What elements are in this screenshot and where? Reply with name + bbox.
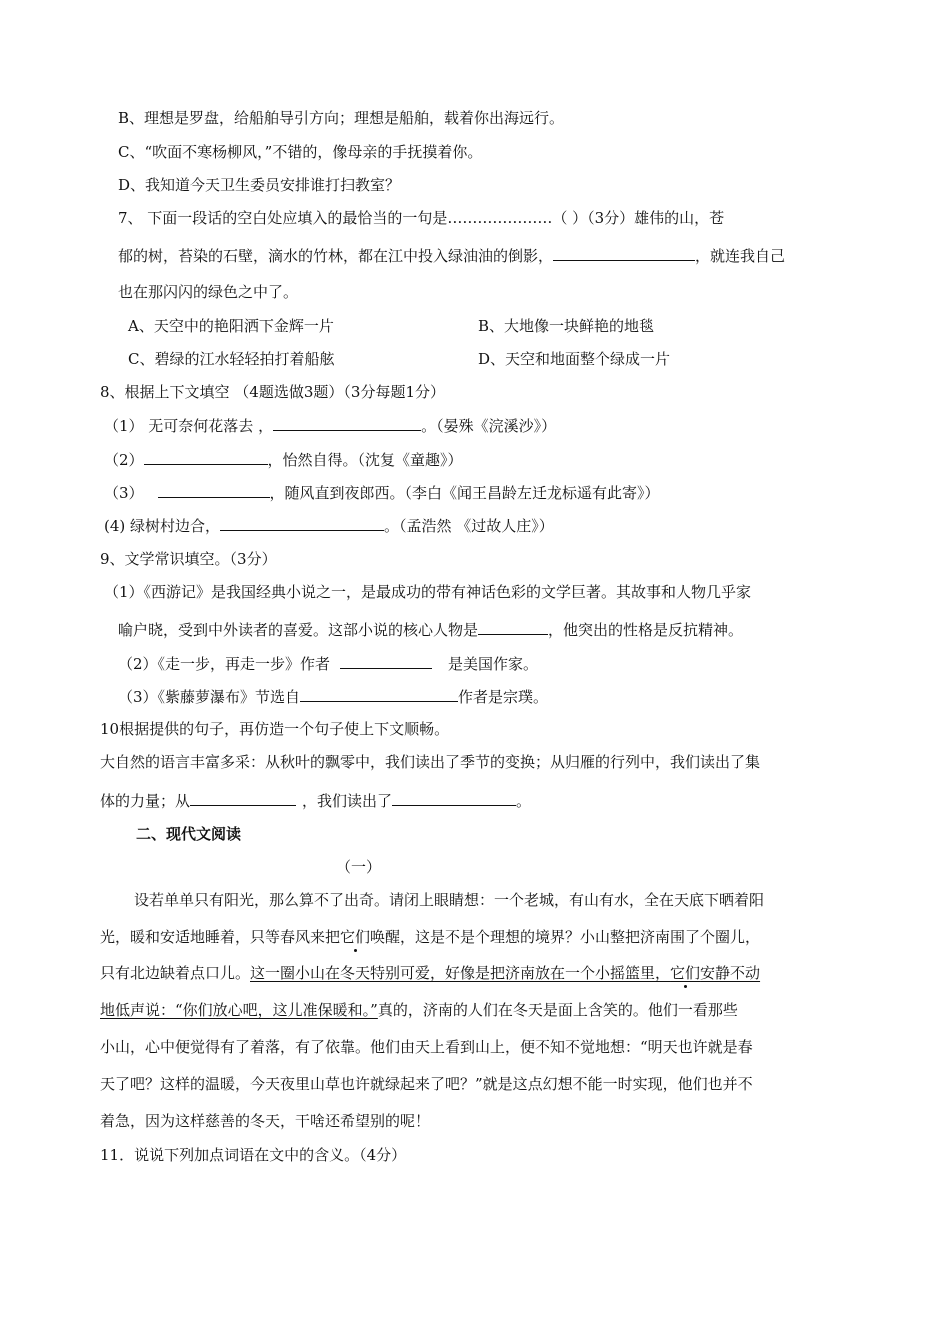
q9-item-1-text: 喻户晓，受到中外读者的喜爱。这部小说的核心人物是: [118, 621, 479, 639]
q8-item-3: [104, 482, 660, 503]
q8-item-2-text: ，怡然自得。（沈复《童趣》）: [267, 451, 463, 469]
q10-line1: 大自然的语言丰富多采：从秋叶的飘零中，我们读出了季节的变换；从归雁的行列中，我们读出了集: [100, 753, 761, 771]
q7-answer-blank[interactable]: [553, 245, 695, 261]
passage-line-3: [100, 963, 760, 983]
q10-text-middle: ，我们读出了: [302, 792, 393, 810]
q9-item-1-blank[interactable]: [478, 619, 548, 635]
passage-number: （一）: [336, 858, 382, 876]
q9-item-1-line2: [118, 619, 743, 640]
q8-item-3-number: （3）: [104, 484, 144, 502]
q8-item-1-source: 。（晏殊《浣溪沙》）: [421, 417, 557, 435]
passage-line-6: 天了吧？这样的温暖，今天夜里山草也许就绿起来了吧？”就是这点幻想不能一时实现，他们也并不: [100, 1075, 753, 1093]
passage-text: 只有北边缺着点口儿。: [100, 964, 251, 982]
q9-item-1-text-end: ，他突出的性格是反抗精神。: [548, 621, 744, 639]
q9-title: 9、文学常识填空。（3分）: [100, 550, 277, 568]
q9-item-3: [118, 686, 548, 707]
passage-line-2: [100, 927, 760, 947]
q8-item-1-text: （1） 无可奈何花落去 ，: [104, 417, 274, 435]
q8-item-3-text: ，随风直到夜郎西。（李白《闻王昌龄左迁龙标遥有此寄》）: [269, 484, 660, 502]
q8-item-4: [104, 515, 554, 536]
q9-item-2-text-end: 是美国作家。: [448, 655, 539, 673]
q8-item-3-blank[interactable]: [158, 482, 270, 498]
q8-item-4-blank[interactable]: [220, 515, 384, 531]
q8-item-1: [104, 415, 556, 436]
q7-stem-text-end: ，就连我自己: [695, 247, 786, 265]
q7-option-c: C、碧绿的江水轻轻拍打着船舷: [128, 350, 335, 368]
q10-text-end: 。: [516, 792, 532, 810]
passage-text: 真的，济南的人们在冬天是面上含笑的。他们一看那些: [377, 1001, 738, 1019]
q9-item-2: [118, 653, 538, 674]
q10-blank-1[interactable]: [190, 790, 296, 806]
q10-text-start: 体的力量；从: [100, 792, 191, 810]
passage-line-5: 小山，心中便觉得有了着落，有了依靠。他们由天上看到山上，便不知不觉地想：“明天也许就是春: [100, 1038, 753, 1056]
underlined-sentence-end: 地低声说：“你们放心吧，这儿准保暖和。”: [100, 1001, 378, 1019]
q11-title: 11．说说下列加点词语在文中的含义。（4分）: [100, 1146, 407, 1164]
q7-stem-line3: 也在那闪闪的绿色之中了。: [118, 283, 299, 301]
q9-item-2-blank[interactable]: [340, 653, 432, 669]
q6-option-c: C、“吹面不寒杨柳风，”不错的，像母亲的手抚摸着你。: [118, 143, 483, 161]
q6-option-b: B、理想是罗盘，给船舶导引方向；理想是船舶，载着你出海远行。: [118, 109, 565, 127]
passage-text: 唤醒，这是不是个理想的境界？小山整把济南围了个圈儿，: [370, 928, 761, 946]
q6-option-d: D、我知道今天卫生委员安排谁打扫教室？: [118, 176, 401, 194]
q8-item-2-blank[interactable]: [144, 449, 268, 465]
q10-blank-2[interactable]: [392, 790, 516, 806]
underlined-sentence: [250, 964, 760, 982]
q8-item-2: [104, 449, 463, 470]
q7-option-a: A、天空中的艳阳洒下金辉一片: [128, 317, 334, 335]
dotted-word: 它们: [670, 964, 701, 982]
q7-stem-text: 郁的树，苔染的石壁，滴水的竹林，都在江中投入绿油油的倒影，: [118, 247, 554, 265]
underlined-text: 这一圈小山在冬天特别可爱，好像是把济南放在一个小摇篮里，: [250, 964, 671, 982]
q8-item-4-source: 。（孟浩然 《过故人庄》）: [384, 517, 554, 535]
q9-item-3-text-end: 作者是宗璞。: [458, 688, 549, 706]
q8-title: 8、根据上下文填空 （4题选做3题）（3分每题1分）: [100, 383, 445, 401]
q7-stem-line2: [118, 245, 785, 266]
passage-line-7: 着急，因为这样慈善的冬天，干啥还希望别的呢！: [100, 1112, 431, 1130]
underlined-text: 安静不动: [700, 964, 761, 982]
passage-line-4: [100, 1000, 738, 1020]
dotted-word: 它们: [340, 928, 371, 946]
q8-item-1-blank[interactable]: [273, 415, 421, 431]
section-heading: 二、现代文阅读: [136, 825, 242, 843]
q9-item-1-line1: （1）《西游记》是我国经典小说之一，是最成功的带有神话色彩的文学巨著。其故事和人物几乎家: [104, 583, 752, 601]
q9-item-3-text: （3）《紫藤萝瀑布》节选自: [118, 688, 301, 706]
q10-line2: [100, 790, 531, 811]
q7-option-b: B、大地像一块鲜艳的地毯: [478, 317, 655, 335]
passage-text: 光，暖和安适地睡着，只等春风来把: [100, 928, 341, 946]
q7-option-d: D、天空和地面整个绿成一片: [478, 350, 671, 368]
q9-item-3-blank[interactable]: [300, 686, 458, 702]
passage-line-1: 设若单单只有阳光，那么算不了出奇。请闭上眼睛想：一个老城，有山有水，全在天底下晒着阳: [134, 891, 765, 909]
q8-item-2-number: （2）: [104, 451, 144, 469]
q9-item-2-text: （2）《走一步，再走一步》作者: [118, 655, 331, 673]
q7-stem-line1: 7、 下面一段话的空白处应填入的最恰当的一句是…………………（ ）（3分）雄伟的山，苍: [118, 209, 725, 227]
q8-item-4-text: (4) 绿树村边合，: [104, 517, 221, 535]
q10-title: 10根据提供的句子，再仿造一个句子使上下文顺畅。: [100, 720, 450, 738]
